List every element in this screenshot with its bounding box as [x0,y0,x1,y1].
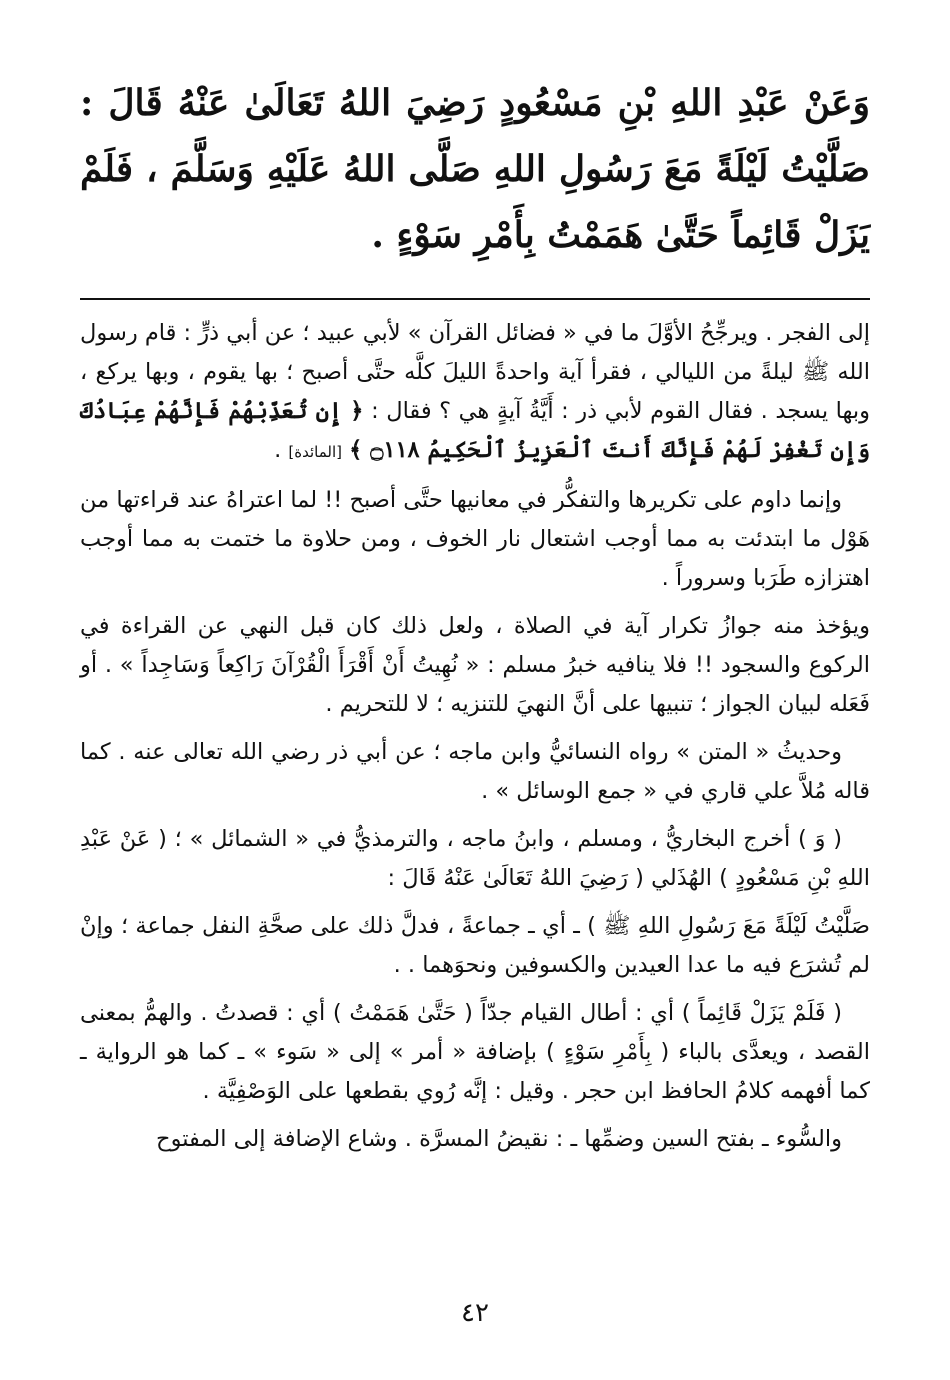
commentary-paragraph-2: وإنما داوم على تكريرها والتفكُّر في معانيها حتَّى أصبح !! لما اعتراهُ عند قراءتها من هَوْل ما ابتدئت به مما أوجب اشتعال نار الخوف ، ومن حلاوة ما ختمت به مما أوجب اهتزازه طَرَبا وسروراً . [80,487,870,591]
commentary-paragraph-6: صَلَّيْتُ لَيْلَةً مَعَ رَسُولِ اللهِ ﷺ ) ـ أي ـ جماعةً ، فدلَّ ذلك على صحَّةِ النفل جماعة ؛ وإنْ لم تُشرَع فيه ما عدا العيدين والكسوفين ونحوَهما . . [80,913,870,978]
commentary-paragraph-1-end: . [274,437,282,463]
commentary [80,314,870,1159]
commentary-paragraph-8: والسُّوء ـ بفتح السين وضمِّها ـ : نقيضُ المسرَّة . وشاع الإضافة إلى المفتوح [156,1126,842,1152]
quran-verse: ﴿ إِن تُعَذِّبْهُمْ فَإِنَّهُمْ عِبَادُكَ وَإِن تَغْفِرْ لَهُمْ فَإِنَّكَ أَنتَ ٱلْعَزِيزُ ٱلْحَكِيمُ ۝١١٨ ﴾ [80,398,870,463]
commentary-paragraph-1 [80,314,870,472]
commentary-paragraph-7: ( فَلَمْ يَزَلْ قَائِماً ) أي : أطال القيام جدّاً ( حَتَّىٰ هَمَمْتُ ) أي : قصدتُ . والهمُّ بمعنى القصد ، ويعدَّى بالباء ( بِأَمْرِ سَوْءٍ ) بإضافة « أمر » إلى « سَوء » ـ كما هو الرواية ـ كما أفهمه كلامُ الحافظ ابن حجر . وقيل : إنَّه رُوي بقطعها على الوَصْفِيَّة . [80,1000,870,1104]
commentary-paragraph-5: ( وَ ) أخرج البخاريُّ ، ومسلم ، وابنُ ماجه ، والترمذيُّ في « الشمائل » ؛ ( عَنْ عَبْدِ اللهِ بْنِ مَسْعُودٍ ) الهُذَلي ( رَضِيَ اللهُ تَعَالَىٰ عَنْهُ قَالَ : [80,826,870,891]
footnote-divider [80,298,870,300]
matn-text: وَعَنْ عَبْدِ اللهِ بْنِ مَسْعُودٍ رَضِيَ اللهُ تَعَالَىٰ عَنْهُ قَالَ : صَلَّيْتُ لَيْلَةً مَعَ رَسُولِ اللهِ صَلَّى اللهُ عَلَيْهِ وَسَلَّمَ ، فَلَمْ يَزَلْ قَائِماً حَتَّىٰ هَمَمْتُ بِأَمْرِ سَوْءٍ . [80,82,870,256]
page-number: ٤٢ [461,1298,489,1328]
surah-reference: [المائدة] [288,443,343,461]
page-body [80,70,870,1168]
commentary-paragraph-3: ويؤخذ منه جوازُ تكرار آية في الصلاة ، ولعل ذلك كان قبل النهي عن القراءة في الركوع والسجود !! فلا ينافيه خبرُ مسلم : « نُهِيتُ أَنْ أَقْرَأَ الْقُرْآنَ رَاكِعاً وَسَاجِداً » . أو فَعَله لبيان الجواز ؛ تنبيها على أنَّ النهيَ للتنزيه ؛ لا للتحريم . [80,613,870,717]
commentary-paragraph-4: وحديثُ « المتن » رواه النسائيُّ وابن ماجه ؛ عن أبي ذر رضي الله تعالى عنه . كما قاله مُلاَّ علي قاري في « جمع الوسائل » . [80,739,870,804]
commentary-paragraph-1-text: إلى الفجر . ويرجِّحُ الأوَّلَ ما في « فضائل القرآن » لأبي عبيد ؛ عن أبي ذرٍّ : قام رسول الله ﷺ ليلةً من الليالي ، فقرأ آية واحدةً الليلَ كلَّه حتَّى أصبح ؛ بها يقوم ، وبها يركع ، وبها يسجد . فقال القوم لأبي ذر : أَيَّةُ آيةٍ هي ؟ فقال : [80,320,871,424]
